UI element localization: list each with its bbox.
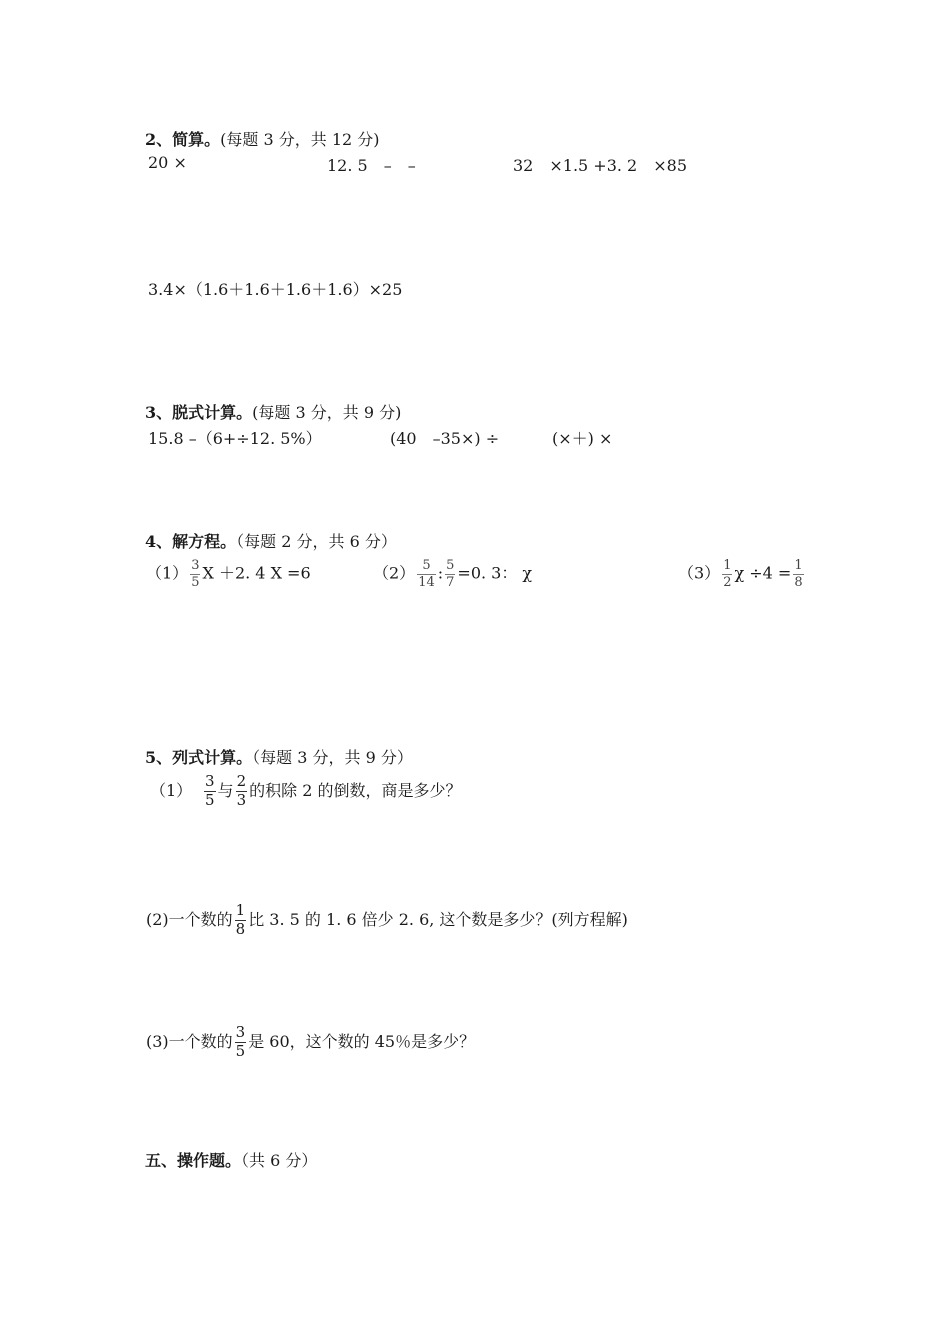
q4-p1-numerator: 3 (191, 558, 200, 573)
q2-score-note: (每题 3 分，共 12 分) (220, 130, 380, 149)
section5-title: 五、操作题。 (145, 1151, 242, 1170)
q2-expr-4: 3.4×（1.6＋1.6＋1.6＋1.6）×25 (148, 280, 403, 299)
q2-expr-3: 32 ×1.5 +3. 2 ×85 (513, 156, 688, 175)
q2-expr-1: 20 × (148, 153, 187, 172)
q4-p3-fraction-2 (793, 559, 803, 589)
q5-title: 5、列式计算。 (145, 748, 253, 767)
q4-title: 4、解方程。 (145, 532, 237, 551)
q5-heading (145, 745, 413, 768)
q5-p3-numerator: 3 (235, 1023, 246, 1041)
q5-p3-rest: 是 60，这个数的 45％是多少？ (248, 1031, 476, 1051)
q4-p2-fraction-1 (417, 559, 436, 589)
q4-p1-label: （1） (146, 563, 189, 583)
q4-p2-numerator-2: 5 (446, 558, 455, 573)
q3-expr-3: (×＋) × (552, 429, 613, 448)
q5-p2-numerator: 1 (235, 901, 246, 919)
q5-p2-prefix: (2)一个数的 (146, 909, 233, 929)
q4-p2-label: （2） (373, 563, 416, 583)
q3-expr-2: (40 –35×) ÷ (390, 429, 500, 448)
q4-p2-rest: =0. 3： χ (457, 563, 533, 583)
q5-p2-denominator: 8 (235, 919, 246, 938)
q5-p1-fraction-1 (204, 774, 216, 809)
q4-p3-fraction-1 (722, 559, 732, 589)
q5-problem-2 (146, 903, 628, 938)
q4-p1-fraction (190, 559, 200, 589)
q5-p1-denominator-2: 3 (236, 790, 247, 809)
q4-p1-rest: X ＋2. 4 X =6 (202, 563, 311, 583)
q4-p3-label: （3） (678, 563, 721, 583)
q5-p3-fraction (235, 1025, 247, 1060)
q2-expr-2: 12. 5 – – (327, 156, 416, 175)
q5-problem-1 (150, 774, 461, 809)
q3-heading (145, 400, 401, 423)
q4-problem-3 (678, 559, 806, 589)
section5-score-note: （共 6 分） (241, 1151, 318, 1170)
q4-p3-denominator-2: 8 (794, 574, 803, 590)
q5-p3-prefix: (3)一个数的 (146, 1031, 233, 1051)
q5-p2-rest: 比 3. 5 的 1. 6 倍少 2. 6, 这个数是多少？(列方程解) (248, 909, 628, 929)
q5-p3-denominator: 5 (235, 1041, 246, 1060)
q5-p1-middle: 与 (217, 780, 234, 800)
q5-p1-denominator-1: 5 (205, 790, 215, 809)
q5-problem-3 (146, 1025, 475, 1060)
section5-heading (145, 1148, 317, 1171)
q4-p1-denominator: 5 (191, 574, 200, 590)
q5-p1-fraction-2 (236, 774, 248, 809)
q4-heading (145, 529, 397, 552)
q4-p2-denominator-1: 14 (418, 574, 435, 590)
q5-p1-numerator-2: 2 (236, 772, 247, 790)
q4-p2-colon: : (437, 563, 444, 583)
q4-p3-denominator-1: 2 (723, 574, 732, 590)
q4-score-note: （每题 2 分，共 6 分） (236, 532, 397, 551)
q2-heading (145, 127, 380, 150)
q5-p1-numerator-1: 3 (205, 772, 215, 790)
q5-p2-fraction (235, 903, 247, 938)
q5-score-note: （每题 3 分，共 9 分） (252, 748, 413, 767)
q2-title: 2、简算。 (145, 130, 221, 149)
q3-title: 3、脱式计算。 (145, 403, 253, 422)
q4-p2-denominator-2: 7 (446, 574, 455, 590)
q3-score-note: (每题 3 分，共 9 分) (252, 403, 402, 422)
q4-p3-middle: χ ÷4 = (734, 563, 792, 583)
q4-problem-1 (146, 559, 311, 589)
q5-p1-label: （1） (150, 780, 193, 800)
q4-problem-2 (373, 559, 532, 589)
q4-p2-fraction-2 (445, 559, 455, 589)
q4-p3-numerator-1: 1 (723, 558, 732, 573)
q4-p2-numerator-1: 5 (422, 558, 431, 573)
q4-p3-numerator-2: 1 (794, 558, 803, 573)
q3-expr-1: 15.8 –（6+÷12. 5%） (148, 429, 322, 448)
q5-p1-rest: 的积除 2 的倒数，商是多少？ (249, 780, 462, 800)
